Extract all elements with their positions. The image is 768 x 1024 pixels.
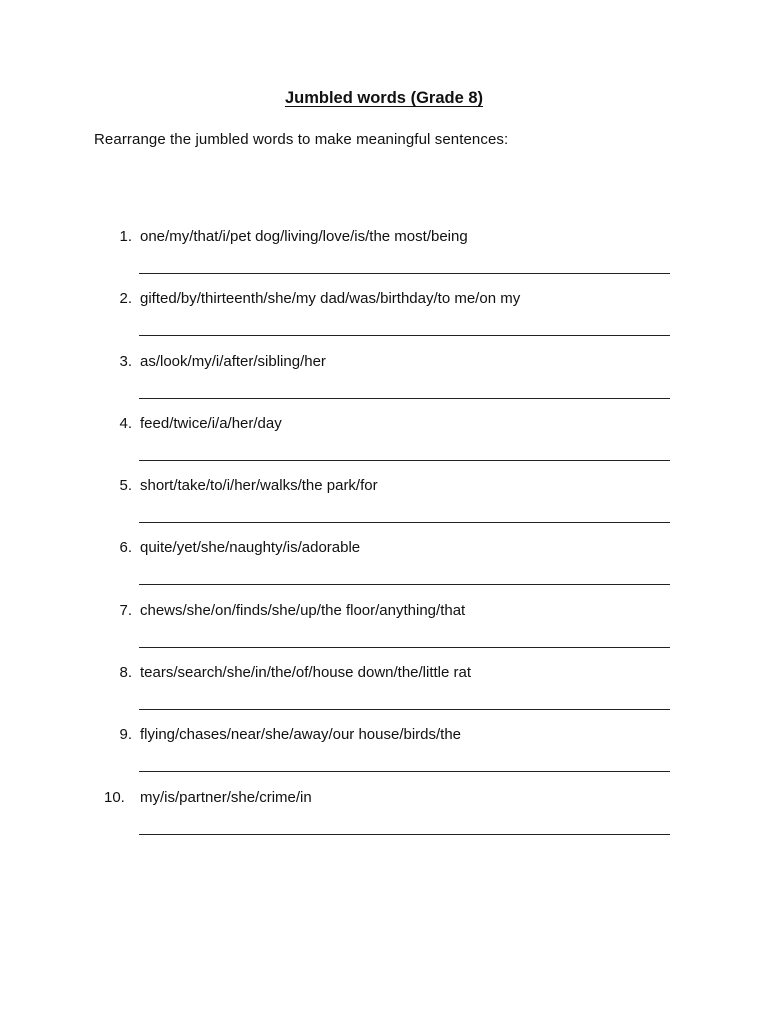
question-item-2 (0, 290, 768, 352)
jumbled-words: my/is/partner/she/crime/in (140, 788, 312, 806)
question-number: 2. (119, 290, 132, 308)
jumbled-words: tears/search/she/in/the/of/house down/the/little rat (140, 664, 472, 682)
question-number: 6. (119, 539, 132, 557)
answer-line[interactable] (139, 522, 670, 523)
question-item-9 (0, 726, 768, 788)
answer-line[interactable] (139, 771, 670, 772)
page-title: Jumbled words (Grade 8) (284, 89, 484, 107)
question-item-8 (0, 664, 768, 726)
question-number: 9. (119, 726, 132, 744)
question-number: 5. (119, 477, 132, 495)
answer-line[interactable] (139, 584, 670, 585)
answer-line[interactable] (139, 834, 670, 835)
question-number: 10. (104, 788, 125, 806)
question-list (0, 228, 768, 851)
question-number: 4. (119, 414, 132, 432)
question-number: 8. (119, 664, 132, 682)
answer-line[interactable] (139, 335, 670, 336)
instruction-text: Rearrange the jumbled words to make meaningful sentences: (94, 131, 509, 148)
question-item-7 (0, 602, 768, 664)
jumbled-words: one/my/that/i/pet dog/living/love/is/the most/being (140, 228, 468, 245)
question-number: 3. (119, 352, 132, 370)
jumbled-words: short/take/to/i/her/walks/the park/for (140, 477, 378, 495)
jumbled-words: as/look/my/i/after/sibling/her (140, 352, 326, 370)
jumbled-words: chews/she/on/finds/she/up/the floor/anything/that (140, 601, 466, 619)
question-number: 7. (119, 601, 132, 619)
answer-line[interactable] (139, 398, 670, 399)
question-item-6 (0, 539, 768, 601)
question-number: 1. (119, 228, 132, 245)
jumbled-words: gifted/by/thirteenth/she/my dad/was/birthday/to me/on my (140, 290, 521, 308)
question-item-1 (0, 228, 768, 290)
question-item-4 (0, 415, 768, 477)
question-item-5 (0, 477, 768, 539)
jumbled-words: flying/chases/near/she/away/our house/birds/the (140, 726, 462, 744)
question-item-10 (0, 789, 768, 851)
answer-line[interactable] (139, 273, 670, 274)
jumbled-words: quite/yet/she/naughty/is/adorable (140, 539, 361, 557)
answer-line[interactable] (139, 460, 670, 461)
question-item-3 (0, 353, 768, 415)
answer-line[interactable] (139, 647, 670, 648)
jumbled-words: feed/twice/i/a/her/day (140, 414, 282, 432)
answer-line[interactable] (139, 709, 670, 710)
